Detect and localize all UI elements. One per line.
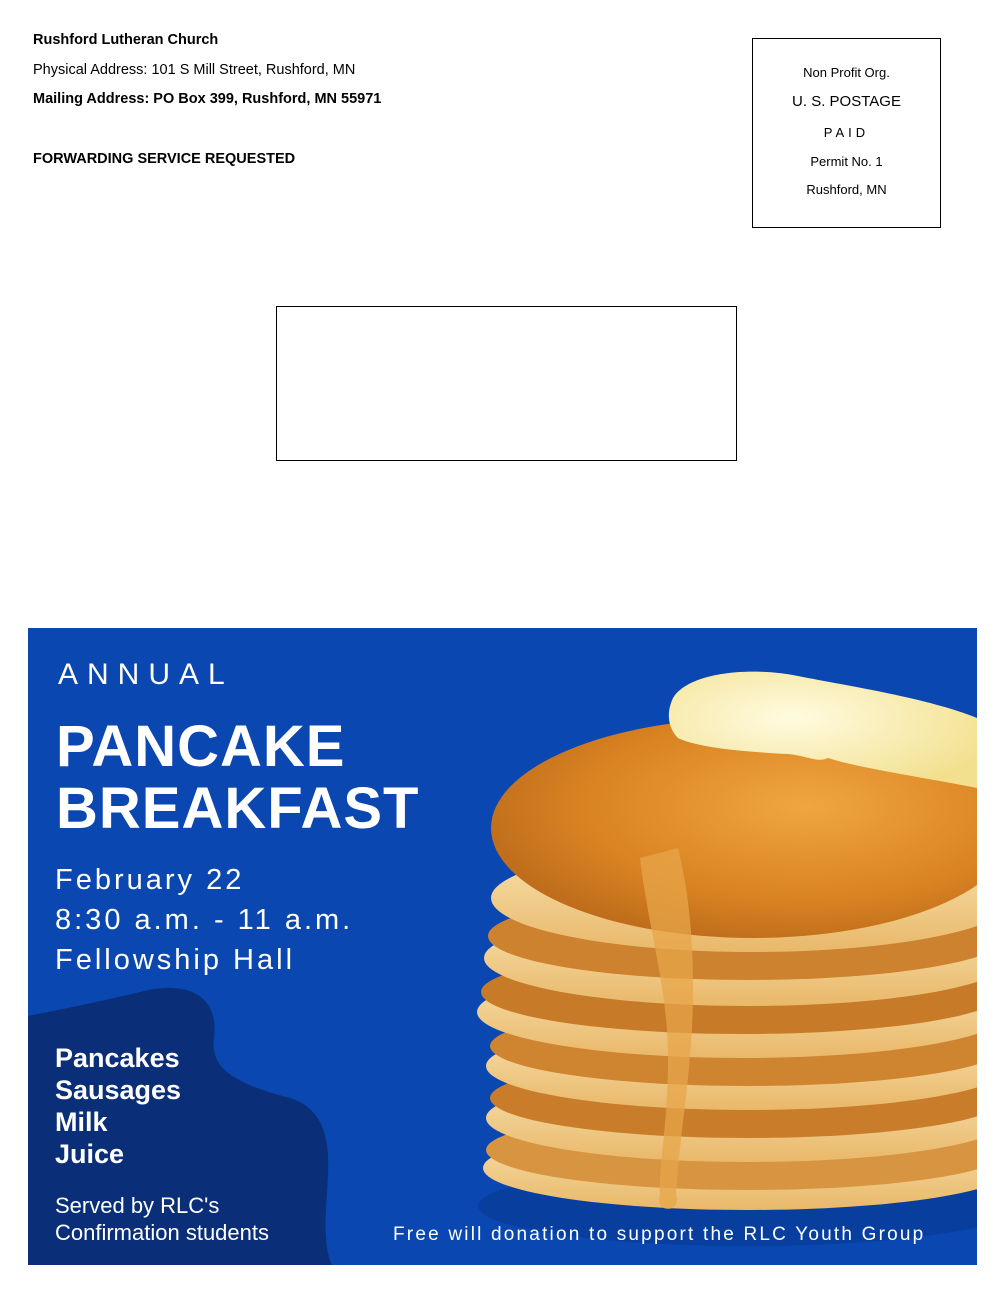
physical-address: Physical Address: 101 S Mill Street, Rushford, MN <box>33 62 356 78</box>
return-address-block <box>33 30 381 169</box>
donation-note: Free will donation to support the RLC Youth Group <box>393 1224 926 1245</box>
menu-item: Milk <box>55 1107 108 1137</box>
event-time: 8:30 a.m. - 11 a.m. <box>55 904 354 936</box>
served-by-line2: Confirmation students <box>55 1220 269 1245</box>
indicia-city: Rushford, MN <box>806 182 887 197</box>
postage-indicia <box>752 38 941 228</box>
forwarding-notice: FORWARDING SERVICE REQUESTED <box>33 151 296 167</box>
event-details <box>55 860 353 980</box>
sender-name: Rushford Lutheran Church <box>33 32 219 48</box>
indicia-postage: U. S. POSTAGE <box>792 93 901 110</box>
menu-item: Juice <box>55 1139 125 1169</box>
indicia-permit: Permit No. 1 <box>810 154 883 169</box>
event-title <box>56 716 419 840</box>
mailing-address: Mailing Address: PO Box 399, Rushford, MN 55971 <box>33 91 382 107</box>
indicia-paid: PAID <box>823 125 870 140</box>
pancake-layers <box>477 718 977 1210</box>
indicia-org: Non Profit Org. <box>803 65 890 80</box>
menu-item: Pancakes <box>55 1043 180 1073</box>
event-overline: ANNUAL <box>58 658 234 691</box>
event-title-line1: PANCAKE <box>56 714 346 779</box>
recipient-address-box <box>276 306 737 461</box>
pancake-breakfast-flyer <box>28 628 977 1265</box>
event-date: February 22 <box>55 864 245 896</box>
menu-item: Sausages <box>55 1075 182 1105</box>
served-by-note <box>55 1192 269 1246</box>
event-title-line2: BREAKFAST <box>56 776 420 841</box>
menu-list <box>55 1042 181 1170</box>
served-by-line1: Served by RLC's <box>55 1193 220 1218</box>
event-location: Fellowship Hall <box>55 944 296 976</box>
